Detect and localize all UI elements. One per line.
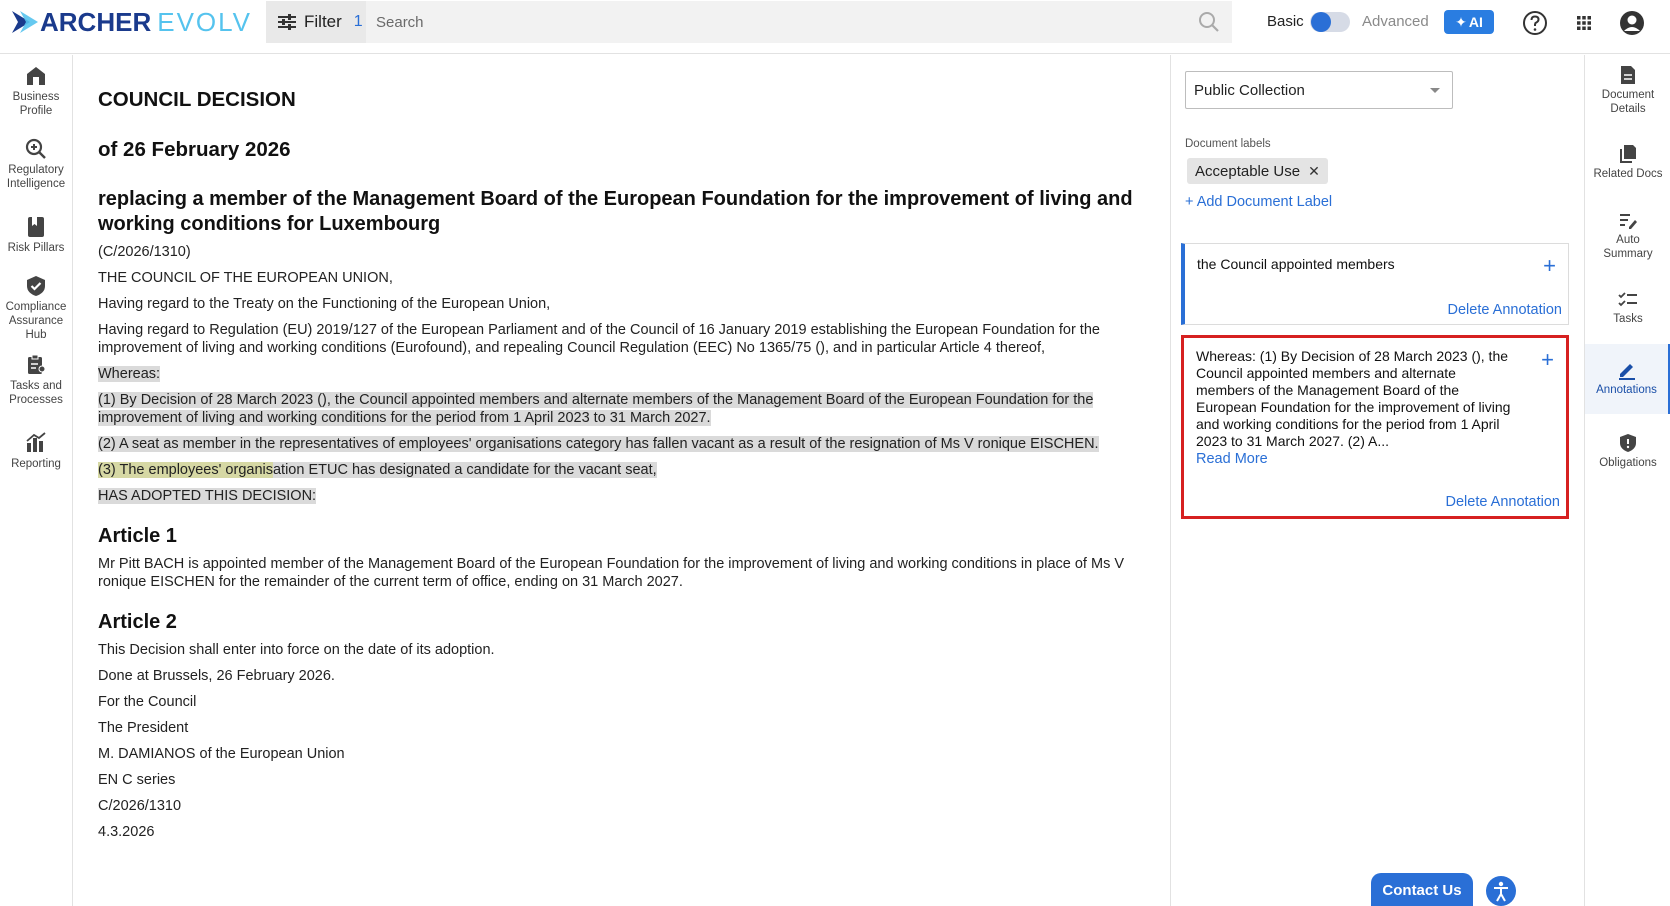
building-icon [25, 65, 47, 87]
bar-chart-icon [25, 432, 47, 454]
annotation-text-body: Whereas: (1) By Decision of 28 March 2023 (), the Council appointed members and alternate members of the Management Board of the European Foundation for the improvement of living and working conditions for the period from 1 April 2023 to 31 March 2027. (2) A... [1196, 348, 1511, 449]
user-avatar-icon[interactable] [1618, 9, 1646, 37]
nav-reporting[interactable] [0, 432, 72, 471]
left-navigation [0, 55, 73, 906]
logo-archer-text: ARCHER [40, 6, 152, 37]
help-icon[interactable] [1521, 9, 1549, 37]
annotated-text[interactable]: Whereas: [98, 366, 161, 382]
logo-chevron-icon [12, 11, 38, 33]
nav-label: Regulatory [8, 164, 64, 176]
document-labels-heading: Document labels [1185, 138, 1271, 150]
label-chip [1187, 158, 1328, 184]
annotation-card[interactable] [1181, 243, 1569, 325]
pen-icon [1617, 360, 1637, 380]
annotated-text[interactable]: ation ETUC has designated a candidate for the vacant seat, [272, 462, 657, 478]
document-subtitle: replacing a member of the Management Board of the European Foundation for the improvement of living and working conditions for Luxembourg [98, 188, 1133, 235]
tab-label: Auto [1616, 234, 1640, 246]
document-paragraph: 4.3.2026 [98, 824, 155, 840]
right-tab-bar [1584, 55, 1670, 906]
close-icon[interactable]: ✕ [1308, 162, 1320, 179]
document-viewer [74, 55, 1169, 906]
nav-tasks-and-processes[interactable] [0, 354, 72, 407]
tab-label: Tasks [1613, 313, 1643, 325]
nav-compliance-assurance-hub[interactable] [0, 275, 72, 342]
tab-annotations[interactable] [1585, 344, 1670, 414]
filter-button[interactable] [266, 1, 366, 43]
search-bar [366, 1, 1232, 43]
tab-label: Document [1601, 89, 1655, 101]
document-paragraph: THE COUNCIL OF THE EUROPEAN UNION, [98, 270, 393, 286]
collection-selected-value: Public Collection [1194, 81, 1305, 99]
nav-label: Processes [9, 394, 63, 406]
clipboard-person-icon [25, 354, 47, 376]
document-title: COUNCIL DECISION [98, 88, 296, 111]
nav-label: Risk Pillars [7, 242, 65, 254]
tab-auto-summary[interactable] [1585, 212, 1670, 268]
article-1-heading: Article 1 [98, 525, 177, 547]
shield-check-icon [25, 275, 47, 297]
article-2-heading: Article 2 [98, 611, 177, 633]
tab-label: Summary [1603, 248, 1653, 260]
top-bar [0, 0, 1670, 54]
nav-regulatory-intelligence[interactable] [0, 138, 72, 191]
nav-label: Reporting [11, 458, 61, 470]
nav-risk-pillars[interactable] [0, 216, 72, 255]
filter-label: Filter [304, 12, 342, 31]
nav-label: Profile [19, 105, 53, 117]
shield-alert-icon [1619, 433, 1637, 453]
article-1-text: Mr Pitt BACH is appointed member of the Management Board of the European Foundation for the improvement of living and working conditions in place of Ms V ronique EISCHEN for the remainder of the current term of office, ending on 31 March 2027. [98, 556, 1125, 590]
read-more-link[interactable]: Read More [1196, 451, 1268, 467]
document-paragraph: C/2026/1310 [98, 798, 182, 814]
selected-highlight-text[interactable]: (3) The employees' organis [98, 462, 273, 478]
nav-business-profile[interactable] [0, 65, 72, 118]
document-paragraph: EN C series [98, 772, 176, 788]
tab-related-docs[interactable] [1585, 144, 1670, 192]
tab-obligations[interactable] [1585, 433, 1670, 481]
delete-annotation-button[interactable]: Delete Annotation [1447, 302, 1562, 318]
filter-count-badge: 1 [353, 13, 363, 30]
collection-dropdown[interactable] [1185, 71, 1453, 109]
document-reference: (C/2026/1310) [98, 244, 191, 260]
annotations-panel [1170, 55, 1583, 906]
document-paragraph: Having regard to the Treaty on the Functioning of the European Union, [98, 296, 551, 312]
apps-grid-icon[interactable] [1570, 9, 1598, 37]
nav-label: Compliance [5, 301, 67, 313]
document-icon [1619, 65, 1637, 85]
document-paragraph: M. DAMIANOS of the European Union [98, 746, 345, 762]
document-paragraph: Done at Brussels, 26 February 2026. [98, 668, 335, 684]
plus-icon[interactable]: + [1541, 347, 1554, 372]
sliders-icon [278, 14, 296, 30]
nav-label: Business [12, 91, 60, 103]
document-paragraph: The President [98, 720, 189, 736]
document-paragraph: Having regard to Regulation (EU) 2019/127 of the European Parliament and of the Council of 16 January 2019 establishing the European Foundation for the improvement of living and working conditions (Eurofound), and repealing Council Regulation (EEC) No 1365/75 (), and in particular Article 4 thereof, [98, 322, 1100, 356]
copy-documents-icon [1618, 144, 1638, 164]
archer-evolv-logo[interactable] [12, 6, 253, 37]
mode-advanced-label: Advanced [1362, 13, 1429, 30]
toggle-knob [1311, 12, 1331, 32]
mode-basic-label: Basic [1267, 13, 1304, 30]
nav-label: Assurance [8, 315, 64, 327]
sparkle-icon: ✦ [1455, 13, 1467, 30]
annotated-text[interactable]: (2) A seat as member in the representatives of employees' organisations category has fallen vacant as a result of the resignation of Ms V ronique EISCHEN. [98, 436, 1099, 452]
annotation-text: the Council appointed members [1197, 256, 1395, 272]
magnify-plus-icon [25, 138, 47, 160]
accessibility-button[interactable] [1486, 876, 1516, 906]
checklist-icon [1618, 291, 1638, 309]
tab-label: Obligations [1599, 457, 1657, 469]
tab-label: Related Docs [1593, 168, 1663, 180]
annotation-card-selected[interactable] [1181, 335, 1569, 519]
logo-evolv-text: EVOLV [157, 6, 253, 37]
edit-lines-icon [1618, 212, 1638, 230]
nav-label: Hub [25, 329, 47, 341]
ai-button[interactable] [1444, 10, 1494, 34]
nav-label: Intelligence [6, 178, 66, 190]
tab-label: Annotations [1596, 384, 1657, 396]
plus-icon[interactable]: + [1543, 253, 1556, 278]
annotated-text[interactable]: (1) By Decision of 28 March 2023 (), the Council appointed members and alternate members of the Management Board of the European Foundation for the improvement of living and working conditions for the period from 1 April 2023 to 31 March 2027. [98, 392, 1094, 426]
search-input[interactable] [376, 14, 1156, 31]
document-date: of 26 February 2026 [98, 138, 291, 161]
nav-label: Tasks and [10, 380, 62, 392]
search-mode-toggle[interactable] [1310, 12, 1350, 32]
annotated-text[interactable]: HAS ADOPTED THIS DECISION: [98, 488, 317, 504]
add-document-label-link[interactable]: + Add Document Label [1185, 194, 1333, 210]
tab-document-details[interactable] [1585, 65, 1670, 127]
accessibility-icon [1486, 876, 1516, 906]
chevron-down-icon [1430, 88, 1440, 93]
article-2-text: This Decision shall enter into force on the date of its adoption. [98, 642, 495, 658]
document-paragraph: For the Council [98, 694, 197, 710]
annotation-text [1196, 348, 1516, 468]
delete-annotation-button[interactable]: Delete Annotation [1445, 494, 1560, 510]
book-icon [26, 216, 46, 238]
tab-tasks[interactable] [1585, 291, 1670, 339]
search-icon[interactable] [1198, 11, 1220, 33]
contact-us-button[interactable]: Contact Us [1371, 873, 1473, 906]
label-chip-text: Acceptable Use [1195, 162, 1301, 180]
tab-label: Details [1610, 103, 1646, 115]
ai-label: AI [1468, 14, 1483, 30]
